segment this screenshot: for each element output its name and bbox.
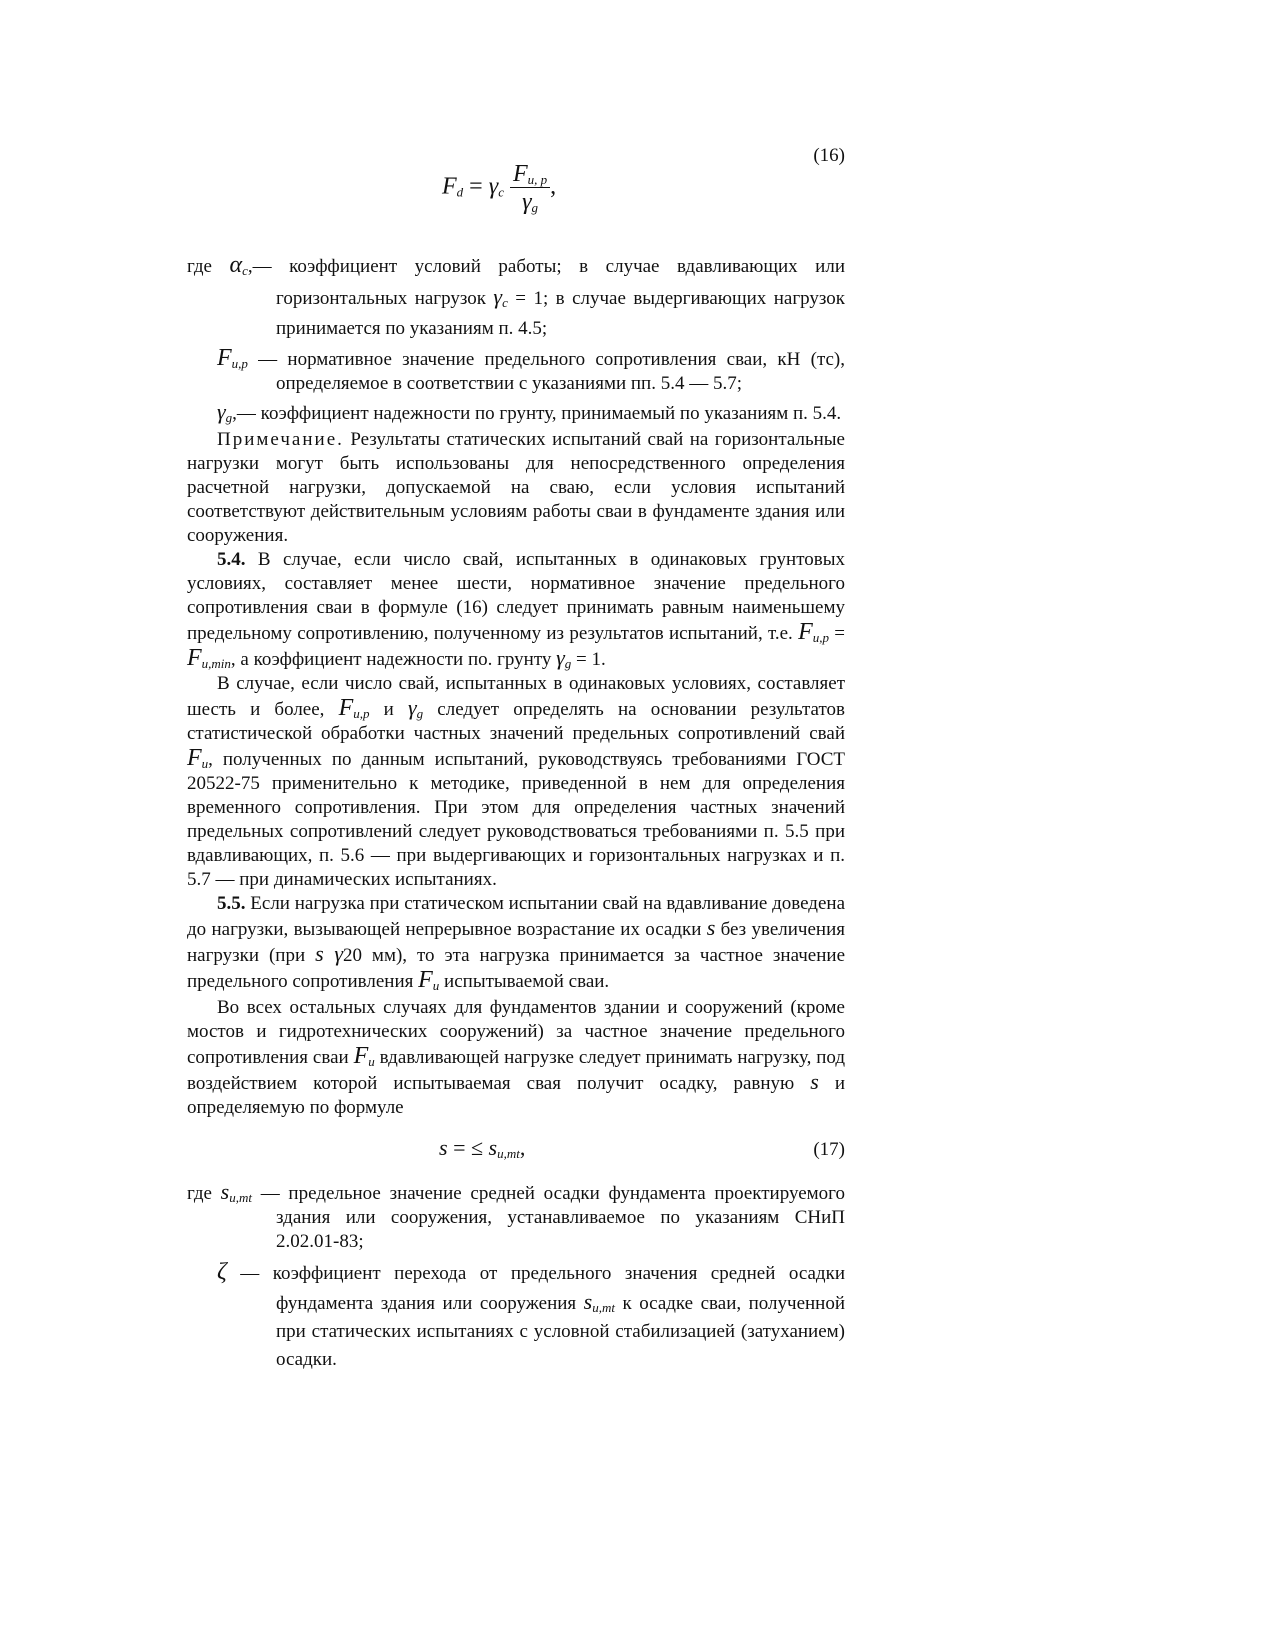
equation-16 [187, 140, 845, 240]
definition-zeta: ζ — коэффициент перехода от предельного значения средней осадки фундамента здания или сооружения $s_{u,mt}$ к осадке сваи, полученной при статических испытаниях с условной стабилизацией (затуханием) осадки. [217, 1259, 846, 1370]
definition-alpha: где $\alpha_c,—$ коэффициент условий работы; в случае вдавливающих или горизонтальных нагрузок $\gamma_c = 1$; в случае выдергивающих нагрузок принимается по указаниям п. 4.5; [187, 252, 845, 339]
definition-gamma-g: $\gamma_g,—$ коэффициент надежности по грунту, принимаемый по указаниям п. 5.4. [217, 399, 842, 425]
definition-su-mt: где $s_{u,mt}$ — предельное значение средней осадки фундамента проектируемого здания или сооружения, устанавливаемое по указаниям СНиП 2.02.01-83; [187, 1179, 845, 1252]
note-paragraph: Примечание. Результаты статических испытаний свай на горизонтальные нагрузки могут быть использованы для непосредственного определения расчетной нагрузки, допускаемой на сваю, если условия испытаний соответствуют действительным условиям работы сваи в фундаменте здания или сооружения. [187, 429, 845, 546]
equation-17 [187, 1132, 845, 1172]
equation-number-17: (17) [813, 1139, 845, 1160]
formula-17: s = ≤ $s_{u,mt}$, [439, 1135, 526, 1161]
definition-fup: $F_{u,p}$ — нормативное значение предельного сопротивления сваи, кН (тс), определяемое в соответствии с указаниями пп. 5.4 — 5.7; [217, 345, 845, 394]
section-number: 5.5. [217, 893, 246, 914]
paragraph-six-or-more: В случае, если число свай, испытанных в одинаковых условиях, составляет шесть и более, $F_{u,p}$ и $\gamma_g$ следует определять на основании результатов статистической обработки частных значений предельных сопротивлений свай $F_u$, полученных по данным испытаний, руководствуясь требованиями ГОСТ 20522-75 применительно к методике, приведенной в нем для определения временного сопротивления. При этом для определения частных значений предельных сопротивлений следует руководствоваться требованиями п. 5.5 при вдавливающих, п. 5.6 — при выдергивающих и горизонтальных нагрузках и п. 5.7 — при динамических испытаниях. [187, 673, 845, 890]
paragraph-other-cases: Во всех остальных случаях для фундаментов здании и сооружений (кроме мостов и гидротехнических сооружений) за частное значение предельного сопротивления сваи $F_u$ вдавливающей нагрузке следует принимать нагрузку, под воздействием которой испытываемая свая получит осадку, равную s и определяемую по формуле [187, 997, 846, 1118]
section-number: 5.4. [217, 549, 246, 570]
section-5-5: 5.5. Если нагрузка при статическом испытании свай на вдавливание доведена до нагрузки, вызывающей непрерывное возрастание их осадки s без увеличения нагрузки (при s γ20 мм), то эта нагрузка принимается за частное значение предельного сопротивления $F_u$ испытываемой сваи. [187, 893, 845, 993]
body-text [187, 250, 845, 1374]
fraction: $\frac{F_{u, p}}{\gamma_g}$ [510, 162, 550, 214]
note-label: Примечание. [217, 429, 344, 450]
section-5-4: 5.4. В случае, если число свай, испытанных в одинаковых грунтовых условиях, составляет менее шести, нормативное значение предельного сопротивления сваи в формуле (16) следует принимать равным наименьшему предельному сопротивлению, полученному из результатов испытаний, т.е. $F_{u,p} = F_{u,min}$, а коэффициент надежности по. грунту $\gamma_g = 1$. [187, 549, 845, 671]
formula-16: $F_d = \gamma_c$ $\frac{F_{u, p}}{\gamma_g}$ , [442, 161, 557, 215]
equation-number-16: (16) [813, 145, 845, 166]
